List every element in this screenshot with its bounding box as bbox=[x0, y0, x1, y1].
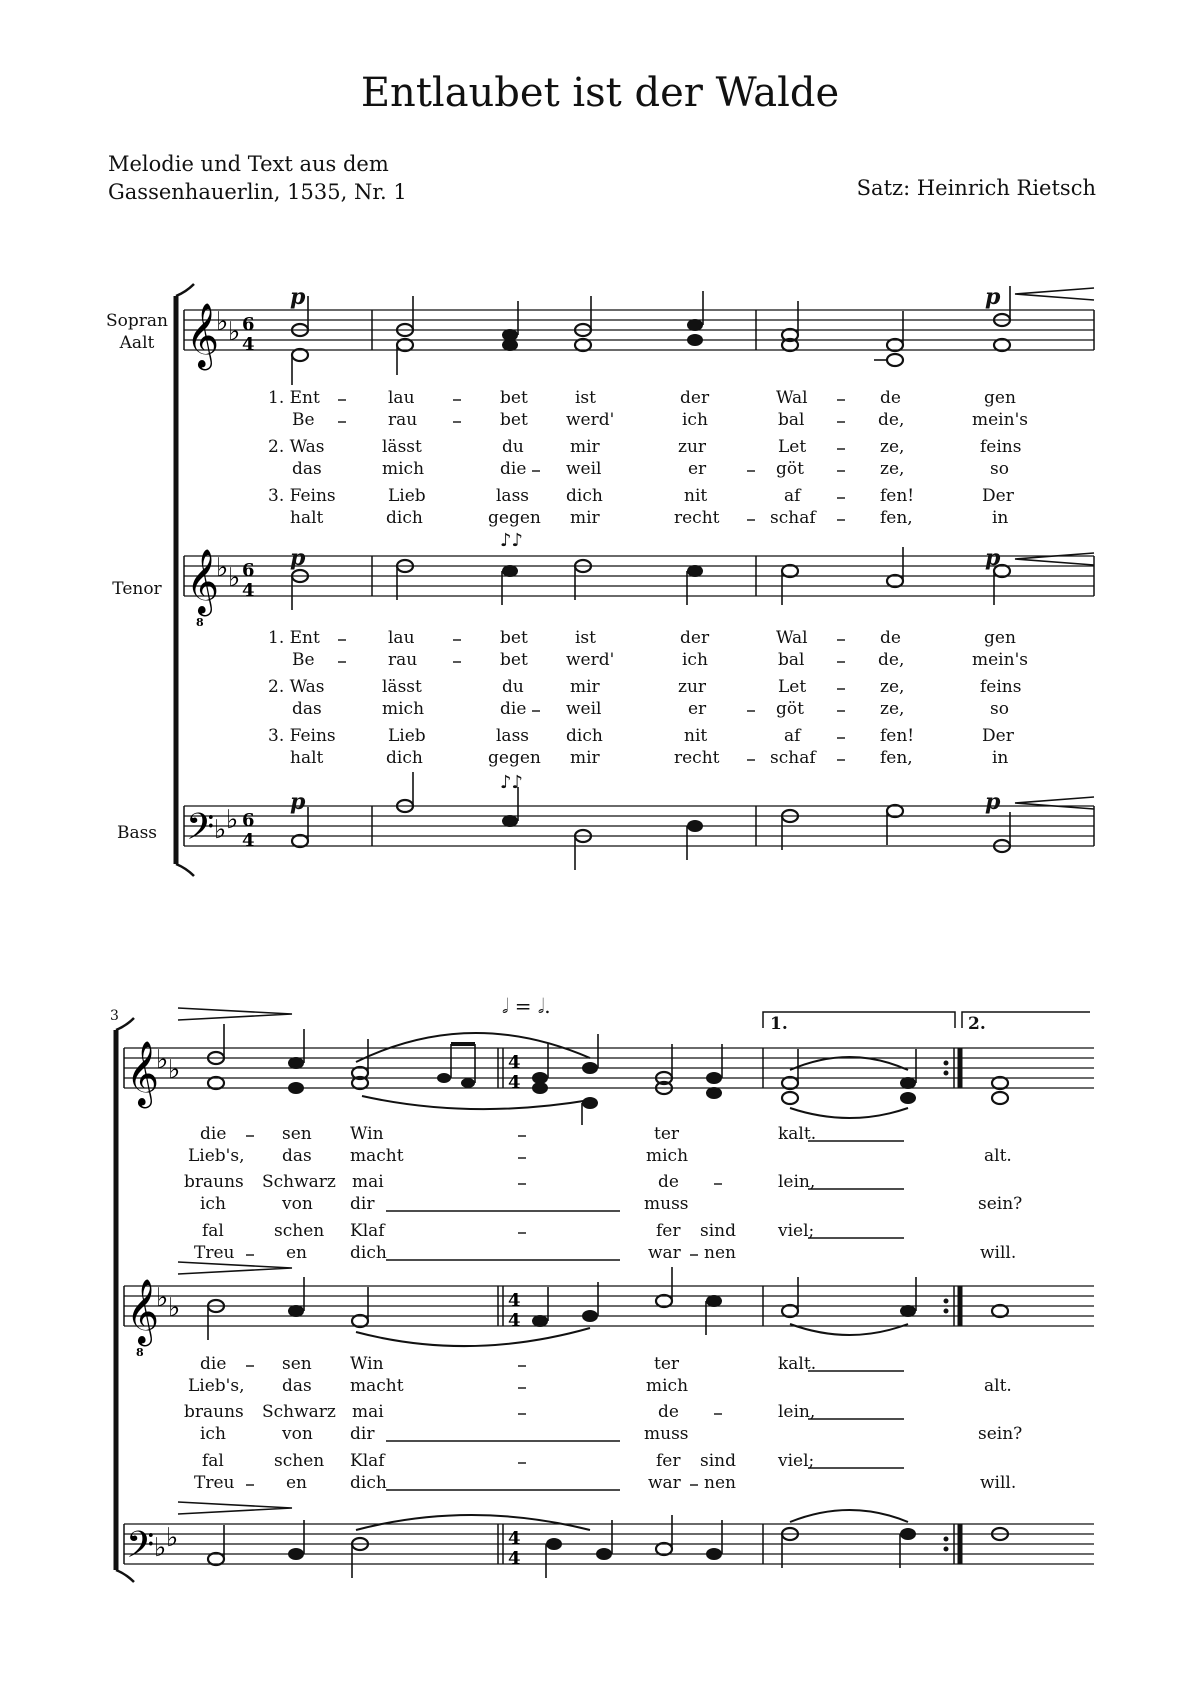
source-credit-line1: Melodie und Text aus dem bbox=[108, 152, 389, 176]
svg-text:♭: ♭ bbox=[216, 307, 229, 337]
lyric-syllable: nit bbox=[684, 486, 708, 506]
lyric-syllable: ter bbox=[654, 1354, 680, 1374]
lyric-syllable: das bbox=[282, 1376, 312, 1396]
tempo-equivalence: 𝅗𝅥 = 𝅗𝅥. bbox=[502, 994, 551, 1018]
lyric-syllable: de bbox=[658, 1402, 679, 1422]
lyric-syllable: gegen bbox=[488, 508, 541, 528]
dynamic-piano: p bbox=[290, 284, 306, 310]
treble-clef-icon: 𝄞 bbox=[126, 1279, 160, 1344]
lyric-syllable: gen bbox=[984, 388, 1016, 408]
lyric-syllable: war bbox=[648, 1473, 681, 1493]
lyric-syllable: so bbox=[990, 699, 1009, 719]
lyric-syllable: af bbox=[784, 726, 801, 746]
lyric-syllable: Be bbox=[292, 410, 315, 430]
volta-second-ending: 2. bbox=[968, 1014, 986, 1034]
lyric-syllable: dich bbox=[386, 508, 423, 528]
dynamic-piano: p bbox=[290, 545, 306, 571]
lyric-syllable: muss bbox=[644, 1194, 689, 1214]
lyric-syllable: viel; bbox=[778, 1451, 815, 1471]
svg-text:♭: ♭ bbox=[216, 553, 229, 583]
svg-text:4: 4 bbox=[508, 1290, 521, 1311]
lyric-syllable: ze, bbox=[880, 677, 905, 697]
svg-text:♭: ♭ bbox=[154, 1533, 167, 1563]
dynamic-piano: p bbox=[985, 284, 1001, 310]
lyric-syllable: schaf bbox=[770, 748, 816, 768]
lyric-syllable: ich bbox=[682, 410, 708, 430]
lyric-syllable: macht bbox=[350, 1146, 404, 1166]
lyric-syllable: sen bbox=[282, 1124, 312, 1144]
svg-text:♭: ♭ bbox=[226, 805, 239, 835]
lyric-syllable: die bbox=[200, 1354, 227, 1374]
lyric-syllable: lässt bbox=[382, 677, 422, 697]
lyric-syllable: fal bbox=[202, 1221, 224, 1241]
svg-text:4: 4 bbox=[242, 580, 255, 601]
lyric-syllable: fer bbox=[656, 1451, 681, 1471]
staff-bass bbox=[184, 806, 1094, 846]
lyric-syllable: die bbox=[500, 699, 527, 719]
lyric-syllable: das bbox=[292, 699, 322, 719]
lyric-syllable: mir bbox=[570, 508, 600, 528]
volta-brackets bbox=[763, 1012, 1090, 1028]
svg-text:4: 4 bbox=[508, 1548, 521, 1569]
lyric-syllable: ich bbox=[200, 1424, 226, 1444]
lyric-syllable: weil bbox=[566, 459, 602, 479]
lyric-syllable: nit bbox=[684, 726, 708, 746]
lyric-syllable: lein, bbox=[778, 1172, 816, 1192]
svg-text:6: 6 bbox=[242, 560, 255, 581]
time-signature-4-4 bbox=[508, 1052, 521, 1569]
lyric-syllable: macht bbox=[350, 1376, 404, 1396]
lyric-syllable: lein, bbox=[778, 1402, 816, 1422]
svg-text:8: 8 bbox=[136, 1346, 144, 1359]
lyric-syllable: rau bbox=[388, 410, 418, 430]
treble-clef-icon: 𝄞 bbox=[186, 303, 220, 368]
lyric-syllable: zur bbox=[678, 677, 707, 697]
lyric-syllable: Wal bbox=[776, 388, 808, 408]
lyric-syllable: gegen bbox=[488, 748, 541, 768]
lyric-syllable: de bbox=[658, 1172, 679, 1192]
lyric-syllable: du bbox=[502, 437, 524, 457]
lyric-syllable: Lieb bbox=[388, 726, 426, 746]
lyric-syllable: kalt. bbox=[778, 1354, 817, 1374]
lyric-syllable: 3. Feins bbox=[268, 726, 336, 746]
lyric-syllable: schen bbox=[274, 1451, 325, 1471]
lyric-syllable: muss bbox=[644, 1424, 689, 1444]
lyric-syllable: göt bbox=[776, 459, 804, 479]
lyric-syllable: das bbox=[282, 1146, 312, 1166]
lyric-syllable: fen, bbox=[880, 508, 913, 528]
lyric-syllable: ist bbox=[575, 388, 596, 408]
lyric-syllable: von bbox=[282, 1424, 313, 1444]
svg-text:♭: ♭ bbox=[214, 815, 227, 845]
lyric-syllable: bet bbox=[500, 388, 528, 408]
svg-text:♭: ♭ bbox=[168, 1055, 181, 1085]
lyric-syllable: ze, bbox=[880, 699, 905, 719]
dynamic-piano: p bbox=[985, 789, 1001, 815]
svg-text:♭: ♭ bbox=[166, 1523, 179, 1553]
lyric-syllable: kalt. bbox=[778, 1124, 817, 1144]
lyric-syllable: halt bbox=[290, 748, 324, 768]
lyric-syllable: fer bbox=[656, 1221, 681, 1241]
lyric-syllable: Let bbox=[778, 437, 807, 457]
lyric-syllable: Klaf bbox=[350, 1221, 385, 1241]
lyric-syllable: dich bbox=[566, 486, 603, 506]
lyric-syllable: bal bbox=[778, 410, 805, 430]
lyric-syllable: mir bbox=[570, 677, 600, 697]
lyric-syllable: sein? bbox=[978, 1194, 1023, 1214]
lyric-syllable: sein? bbox=[978, 1424, 1023, 1444]
lyric-syllable: ze, bbox=[880, 459, 905, 479]
arranger-credit: Satz: Heinrich Rietsch bbox=[856, 176, 1096, 200]
measure-number: 3 bbox=[110, 1008, 119, 1024]
lyric-syllable: dir bbox=[350, 1424, 375, 1444]
svg-text:4: 4 bbox=[508, 1310, 521, 1331]
lyric-syllable: fen! bbox=[880, 726, 915, 746]
eighth-notes-icon: ♪♪ bbox=[500, 530, 523, 551]
lyric-syllable: lau bbox=[388, 388, 415, 408]
lyric-syllable: mai bbox=[352, 1402, 384, 1422]
lyric-syllable: Der bbox=[982, 486, 1014, 506]
svg-text:♭: ♭ bbox=[228, 563, 241, 593]
lyric-syllable: sind bbox=[700, 1221, 736, 1241]
lyric-syllable: in bbox=[992, 508, 1009, 528]
lyric-syllable: Let bbox=[778, 677, 807, 697]
lyric-syllable: en bbox=[286, 1243, 308, 1263]
lyric-syllable: recht bbox=[674, 508, 720, 528]
staff-sopran-aalt-2 bbox=[124, 1048, 1094, 1088]
lyric-syllable: rau bbox=[388, 650, 418, 670]
treble-clef-icon: 𝄞 bbox=[186, 549, 220, 614]
lyric-syllable: will. bbox=[980, 1473, 1017, 1493]
voice-label-bass: Bass bbox=[116, 823, 158, 843]
lyric-syllable: ze, bbox=[880, 437, 905, 457]
lyric-syllable: nen bbox=[704, 1243, 736, 1263]
svg-text:♭: ♭ bbox=[156, 1045, 169, 1075]
voice-label-tenor: Tenor bbox=[112, 579, 162, 599]
lyric-syllable: bet bbox=[500, 628, 528, 648]
svg-text:♭: ♭ bbox=[228, 317, 241, 347]
notes-sopran-aalt-system2 bbox=[208, 1024, 1008, 1125]
lyric-syllable: weil bbox=[566, 699, 602, 719]
lyric-syllable: bet bbox=[500, 650, 528, 670]
lyric-syllable: ich bbox=[682, 650, 708, 670]
lyric-syllable: sind bbox=[700, 1451, 736, 1471]
lyric-syllable: Win bbox=[350, 1124, 384, 1144]
notes-sopran-aalt-system1 bbox=[292, 286, 1010, 385]
lyric-syllable: Schwarz bbox=[262, 1172, 336, 1192]
svg-text:8: 8 bbox=[196, 616, 204, 629]
voice-label-sopran: Sopran bbox=[106, 311, 168, 331]
lyric-syllable: feins bbox=[980, 677, 1022, 697]
lyric-syllable: af bbox=[784, 486, 801, 506]
lyric-syllable: mich bbox=[646, 1376, 689, 1396]
lyric-syllable: Win bbox=[350, 1354, 384, 1374]
lyric-syllable: er bbox=[688, 459, 707, 479]
lyric-syllable: fal bbox=[202, 1451, 224, 1471]
svg-text:4: 4 bbox=[508, 1528, 521, 1549]
lyric-syllable: lass bbox=[496, 726, 530, 746]
lyric-syllable: mich bbox=[646, 1146, 689, 1166]
lyric-syllable: Klaf bbox=[350, 1451, 385, 1471]
lyric-syllable: die bbox=[200, 1124, 227, 1144]
lyric-syllable: halt bbox=[290, 508, 324, 528]
lyric-syllable: Lieb's, bbox=[188, 1376, 245, 1396]
lyric-syllable: war bbox=[648, 1243, 681, 1263]
lyric-syllable: feins bbox=[980, 437, 1022, 457]
lyric-syllable: dich bbox=[386, 748, 423, 768]
lyric-syllable: so bbox=[990, 459, 1009, 479]
lyric-syllable: der bbox=[680, 628, 710, 648]
lyric-syllable: fen! bbox=[880, 486, 915, 506]
lyric-syllable: mein's bbox=[972, 650, 1028, 670]
lyric-syllable: 2. Was bbox=[268, 677, 325, 697]
lyric-syllable: Der bbox=[982, 726, 1014, 746]
lyric-syllable: will. bbox=[980, 1243, 1017, 1263]
crescendo-hairpin bbox=[1015, 288, 1094, 809]
lyric-syllable: Lieb bbox=[388, 486, 426, 506]
staff-tenor-2 bbox=[124, 1286, 1094, 1326]
lyric-syllable: Treu bbox=[194, 1243, 235, 1263]
lyric-syllable: bet bbox=[500, 410, 528, 430]
lyric-syllable: de bbox=[880, 628, 901, 648]
lyric-syllable: du bbox=[502, 677, 524, 697]
volta-first-ending: 1. bbox=[770, 1014, 788, 1034]
lyric-syllable: mir bbox=[570, 437, 600, 457]
lyric-syllable: de, bbox=[878, 650, 905, 670]
lyric-syllable: Lieb's, bbox=[188, 1146, 245, 1166]
svg-text:4: 4 bbox=[508, 1072, 521, 1093]
lyric-syllable: 2. Was bbox=[268, 437, 325, 457]
lyric-syllable: en bbox=[286, 1473, 308, 1493]
lyric-syllable: dich bbox=[566, 726, 603, 746]
dynamic-piano: p bbox=[985, 545, 1001, 571]
lyric-syllable: mein's bbox=[972, 410, 1028, 430]
lyric-syllable: nen bbox=[704, 1473, 736, 1493]
key-signature-flats bbox=[214, 307, 240, 845]
lyric-syllable: brauns bbox=[184, 1172, 244, 1192]
bass-clef-icon: 𝄢 bbox=[186, 806, 215, 857]
lyric-syllable: werd' bbox=[566, 650, 615, 670]
lyric-syllable: de, bbox=[878, 410, 905, 430]
lyric-syllable: zur bbox=[678, 437, 707, 457]
lyric-syllable: ich bbox=[200, 1194, 226, 1214]
lyric-syllable: das bbox=[292, 459, 322, 479]
lyric-syllable: ist bbox=[575, 628, 596, 648]
lyric-syllable: dich bbox=[350, 1243, 387, 1263]
time-signature-6-4 bbox=[242, 314, 255, 851]
key-signature-flats-2 bbox=[154, 1045, 180, 1563]
lyric-syllable: die bbox=[500, 459, 527, 479]
lyric-syllable: alt. bbox=[984, 1146, 1012, 1166]
eighth-notes-icon: ♪♪ bbox=[500, 772, 523, 793]
lyric-syllable: schen bbox=[274, 1221, 325, 1241]
lyric-syllable: in bbox=[992, 748, 1009, 768]
lyric-syllable: fen, bbox=[880, 748, 913, 768]
lyric-syllable: 3. Feins bbox=[268, 486, 336, 506]
staff-tenor bbox=[184, 556, 1094, 596]
lyric-syllable: sen bbox=[282, 1354, 312, 1374]
lyric-syllable: de bbox=[880, 388, 901, 408]
lyric-syllable: 1. Ent bbox=[268, 388, 320, 408]
lyric-syllable: brauns bbox=[184, 1402, 244, 1422]
voice-label-aalt: Aalt bbox=[119, 333, 155, 353]
lyric-syllable: er bbox=[688, 699, 707, 719]
svg-text:♭: ♭ bbox=[168, 1293, 181, 1323]
svg-text:4: 4 bbox=[242, 830, 255, 851]
svg-text:♭: ♭ bbox=[156, 1283, 169, 1313]
staff-sopran-aalt bbox=[184, 310, 1094, 350]
lyric-syllable: werd' bbox=[566, 410, 615, 430]
lyric-syllable: von bbox=[282, 1194, 313, 1214]
lyric-syllable: der bbox=[680, 388, 710, 408]
lyric-syllable: Schwarz bbox=[262, 1402, 336, 1422]
notes-bass-system1 bbox=[292, 772, 1010, 870]
svg-text:6: 6 bbox=[242, 314, 255, 335]
lyric-syllable: ter bbox=[654, 1124, 680, 1144]
svg-text:4: 4 bbox=[508, 1052, 521, 1073]
treble-clef-icon: 𝄞 bbox=[126, 1041, 160, 1106]
svg-text:4: 4 bbox=[242, 334, 255, 355]
lyric-syllable: viel; bbox=[778, 1221, 815, 1241]
lyric-syllable: mir bbox=[570, 748, 600, 768]
lyric-syllable: mich bbox=[382, 699, 425, 719]
source-credit-line2: Gassenhauerlin, 1535, Nr. 1 bbox=[108, 180, 407, 204]
lyric-syllable: alt. bbox=[984, 1376, 1012, 1396]
lyric-syllable: lau bbox=[388, 628, 415, 648]
dynamic-piano: p bbox=[290, 789, 306, 815]
lyric-syllable: lass bbox=[496, 486, 530, 506]
bass-clef-icon: 𝄢 bbox=[126, 1524, 155, 1575]
lyric-syllable: recht bbox=[674, 748, 720, 768]
lyric-syllable: schaf bbox=[770, 508, 816, 528]
lyric-syllable: gen bbox=[984, 628, 1016, 648]
lyric-syllable: göt bbox=[776, 699, 804, 719]
lyric-syllable: Wal bbox=[776, 628, 808, 648]
lyric-syllable: Be bbox=[292, 650, 315, 670]
lyric-syllable: dir bbox=[350, 1194, 375, 1214]
lyric-syllable: bal bbox=[778, 650, 805, 670]
lyric-syllable: mich bbox=[382, 459, 425, 479]
page-title: Entlaubet ist der Walde bbox=[360, 70, 840, 116]
lyric-syllable: mai bbox=[352, 1172, 384, 1192]
lyric-syllable: 1. Ent bbox=[268, 628, 320, 648]
lyric-syllable: lässt bbox=[382, 437, 422, 457]
lyric-syllable: Treu bbox=[194, 1473, 235, 1493]
svg-text:6: 6 bbox=[242, 810, 255, 831]
lyric-syllable: dich bbox=[350, 1473, 387, 1493]
